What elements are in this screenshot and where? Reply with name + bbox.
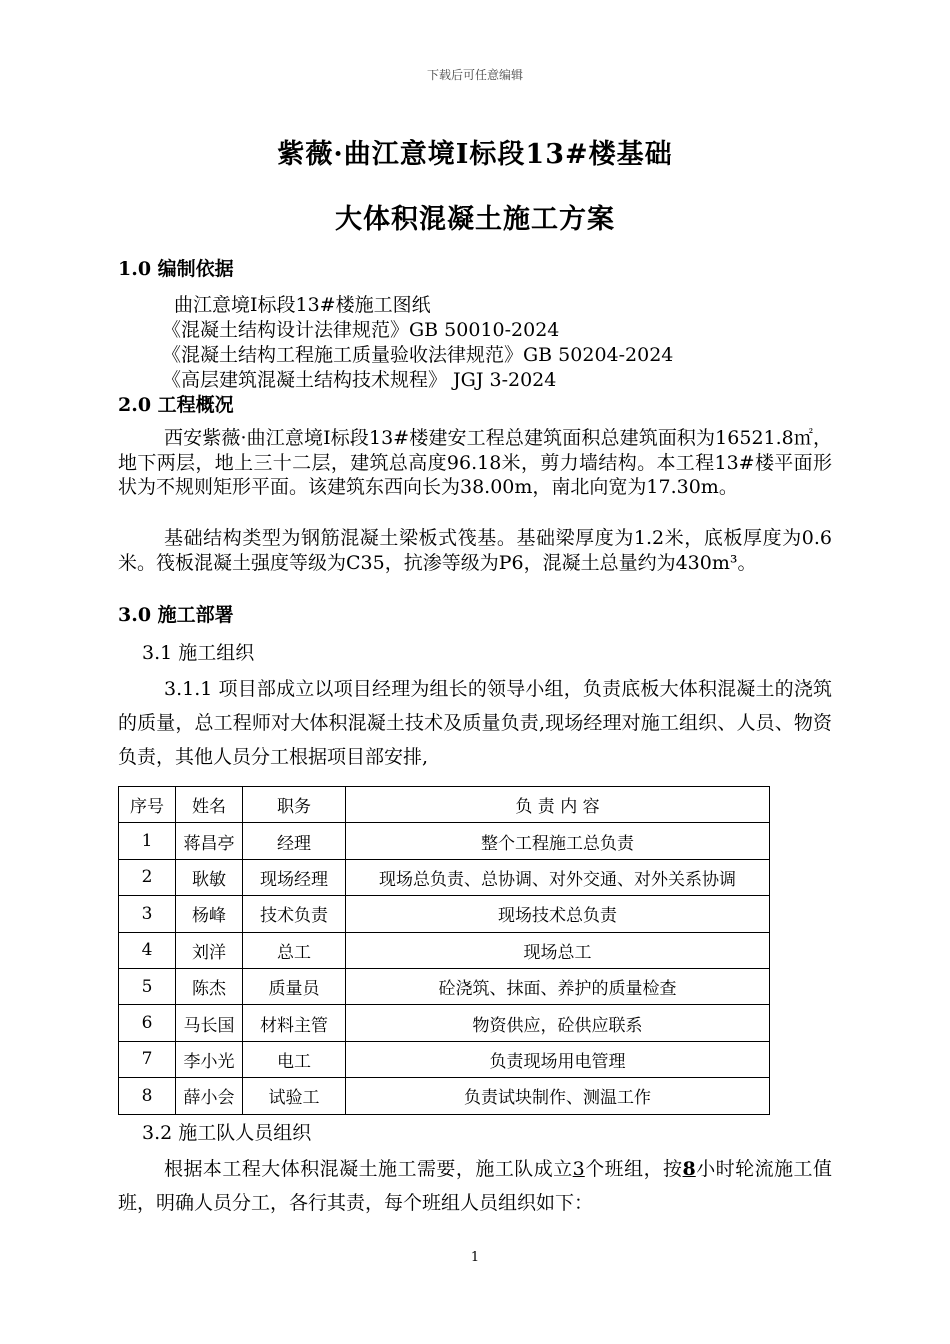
table-row — [119, 1005, 770, 1041]
table-cell: 试验工 — [243, 1078, 346, 1114]
team-text-before: 根据本工程大体积混凝土施工需要，施工队成立 — [164, 1158, 573, 1180]
table-cell: 现场总工 — [346, 932, 770, 968]
table-cell: 质量员 — [243, 968, 346, 1004]
table-cell: 8 — [119, 1078, 176, 1114]
table-header-cell: 姓名 — [176, 787, 243, 823]
table-cell: 陈杰 — [176, 968, 243, 1004]
table-row — [119, 859, 770, 895]
page-number: 1 — [470, 1250, 480, 1265]
foundation-paragraph: 基础结构类型为钢筋混凝土梁板式筏基。基础梁厚度为1.2米，底板厚度为0.6米。筏板混凝土强度等级为C35，抗渗等级为P6，混凝土总量约为430m³。 — [118, 527, 832, 574]
team-count: 3 — [572, 1158, 585, 1180]
table-cell: 马长国 — [176, 1005, 243, 1041]
table-cell: 现场经理 — [243, 859, 346, 895]
organization-paragraph: 3.1.1 项目部成立以项目经理为组长的领导小组，负责底板大体积混凝土的浇筑的质量，总工程师对大体积混凝土技术及质量负责,现场经理对施工组织、人员、物资负责，其他人员分工根据项目部安排, — [118, 678, 832, 768]
table-cell: 物资供应，砼供应联系 — [346, 1005, 770, 1041]
table-cell: 现场总负责、总协调、对外交通、对外关系协调 — [346, 859, 770, 895]
reference-item: 《高层建筑混凝土结构技术规程》 JGJ 3-2024 — [162, 369, 557, 391]
table-row — [119, 1041, 770, 1077]
subsection-3-1: 3.1 施工组织 — [142, 642, 255, 664]
table-row — [119, 896, 770, 932]
header-note: 下载后可任意编辑 — [426, 68, 523, 82]
table-cell: 李小光 — [176, 1041, 243, 1077]
reference-item: 《混凝土结构设计法律规范》GB 50010-2024 — [162, 319, 560, 341]
table-header-row — [119, 787, 770, 823]
table-cell: 刘洋 — [176, 932, 243, 968]
table-cell: 经理 — [243, 823, 346, 859]
table-cell: 4 — [119, 932, 176, 968]
table-cell: 杨峰 — [176, 896, 243, 932]
table-cell: 蒋昌亭 — [176, 823, 243, 859]
reference-item: 《混凝土结构工程施工质量验收法律规范》GB 50204-2024 — [162, 344, 674, 366]
document-title-line1: 紫薇·曲江意境Ⅰ标段13#楼基础 — [277, 139, 673, 170]
team-text-after: 小时轮流施工值班，明确人员分工，各行其责，每个班组人员组织如下： — [118, 1158, 832, 1214]
table-cell: 总工 — [243, 932, 346, 968]
table-cell: 电工 — [243, 1041, 346, 1077]
table-cell: 2 — [119, 859, 176, 895]
table-row — [119, 932, 770, 968]
staff-table — [118, 786, 770, 1115]
section2-heading: 2.0 工程概况 — [118, 394, 234, 416]
table-cell: 砼浇筑、抹面、养护的质量检查 — [346, 968, 770, 1004]
table-header-cell: 职务 — [243, 787, 346, 823]
shift-hours: 8 — [682, 1158, 696, 1180]
table-cell: 技术负责 — [243, 896, 346, 932]
table-cell: 材料主管 — [243, 1005, 346, 1041]
table-header-cell: 负 责 内 容 — [346, 787, 770, 823]
table-cell: 1 — [119, 823, 176, 859]
team-text-middle: 个班组，按 — [584, 1158, 683, 1180]
subsection-3-2: 3.2 施工队人员组织 — [142, 1122, 312, 1144]
overview-paragraph: 西安紫薇·曲江意境Ⅰ标段13#楼建安工程总建筑面积总建筑面积为16521.8㎡，地下两层，地上三十二层，建筑总高度96.18米，剪力墙结构。本工程13#楼平面形状为不规则矩形平面。该建筑东西向长为38.00m，南北向宽为17.30m。 — [118, 427, 832, 498]
table-cell: 整个工程施工总负责 — [346, 823, 770, 859]
team-paragraph — [118, 1152, 832, 1220]
table-header-cell: 序号 — [119, 787, 176, 823]
table-cell: 现场技术总负责 — [346, 896, 770, 932]
table-cell: 负责试块制作、测温工作 — [346, 1078, 770, 1114]
table-row — [119, 1078, 770, 1114]
table-cell: 耿敏 — [176, 859, 243, 895]
table-cell: 5 — [119, 968, 176, 1004]
section1-heading: 1.0 编制依据 — [118, 258, 234, 280]
table-cell: 6 — [119, 1005, 176, 1041]
table-cell: 负责现场用电管理 — [346, 1041, 770, 1077]
table-cell: 薛小会 — [176, 1078, 243, 1114]
reference-item: 曲江意境Ⅰ标段13#楼施工图纸 — [174, 294, 431, 316]
section3-heading: 3.0 施工部署 — [118, 604, 234, 626]
table-row — [119, 968, 770, 1004]
table-cell: 3 — [119, 896, 176, 932]
table-cell: 7 — [119, 1041, 176, 1077]
table-row — [119, 823, 770, 859]
document-title-line2: 大体积混凝土施工方案 — [335, 204, 615, 235]
